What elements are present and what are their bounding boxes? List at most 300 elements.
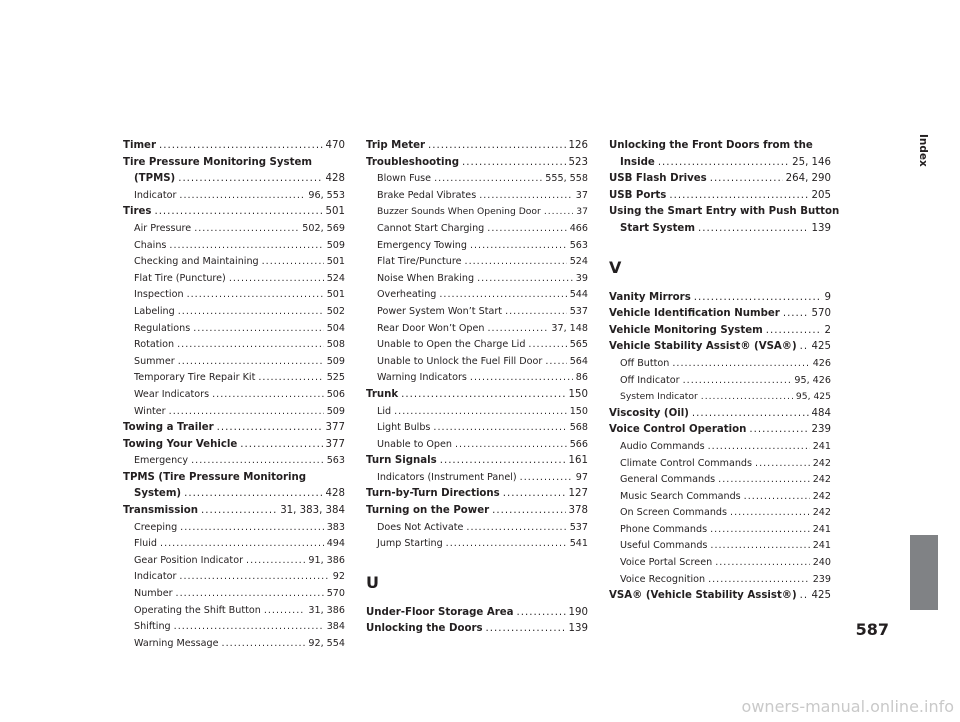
entry-label: Power System Won’t Start bbox=[377, 305, 503, 317]
page-reference[interactable]: 242 bbox=[812, 457, 831, 469]
page-reference[interactable]: 425 bbox=[811, 341, 831, 353]
dot-leader bbox=[528, 337, 566, 354]
index-subentry[interactable] bbox=[123, 520, 345, 537]
index-entry[interactable] bbox=[123, 138, 345, 155]
dot-leader bbox=[169, 238, 323, 255]
page-reference[interactable]: 92 bbox=[332, 571, 345, 583]
page-reference[interactable]: 466 bbox=[569, 222, 588, 234]
entry-label: Timer bbox=[123, 140, 156, 151]
dot-leader bbox=[520, 470, 573, 487]
page-reference[interactable]: 150 bbox=[568, 388, 588, 400]
entry-label: System) bbox=[134, 488, 182, 500]
page-reference[interactable]: 37, 148 bbox=[551, 322, 588, 334]
entry-label: Start System bbox=[620, 222, 695, 234]
entry-label: Labeling bbox=[134, 305, 175, 317]
page-reference[interactable]: 506 bbox=[326, 388, 345, 400]
index-entry[interactable] bbox=[123, 420, 345, 437]
page-reference[interactable]: 190 bbox=[568, 606, 588, 618]
dot-leader bbox=[766, 323, 822, 340]
page-reference[interactable]: 425 bbox=[811, 590, 831, 602]
dot-leader bbox=[258, 370, 323, 387]
index-subentry[interactable] bbox=[123, 254, 345, 271]
page-reference[interactable]: 377 bbox=[325, 438, 345, 450]
page-reference[interactable]: 525 bbox=[326, 372, 345, 384]
page-reference[interactable]: 37 bbox=[576, 206, 588, 218]
page-reference[interactable]: 501 bbox=[325, 206, 345, 218]
page-reference[interactable]: 31, 383, 384 bbox=[280, 505, 345, 517]
entry-label: (TPMS) bbox=[134, 173, 176, 185]
dot-leader bbox=[455, 437, 567, 454]
dot-leader bbox=[488, 321, 549, 338]
page-reference[interactable]: 205 bbox=[811, 189, 831, 201]
entry-label: On Screen Commands bbox=[620, 507, 728, 519]
page-reference[interactable]: 241 bbox=[812, 523, 831, 535]
dot-leader bbox=[800, 588, 809, 605]
dot-leader bbox=[180, 520, 324, 537]
entry-label: USB Ports bbox=[609, 189, 667, 201]
index-entry[interactable] bbox=[609, 221, 831, 238]
entry-label: Flat Tire/Puncture bbox=[377, 256, 462, 268]
index-subentry[interactable] bbox=[123, 453, 345, 470]
dot-leader bbox=[730, 505, 810, 522]
dot-leader bbox=[217, 420, 323, 437]
entry-label: Temporary Tire Repair Kit bbox=[134, 372, 256, 384]
entry-label: Voice Recognition bbox=[620, 573, 706, 585]
index-subentry[interactable] bbox=[123, 238, 345, 255]
index-entry[interactable] bbox=[609, 155, 831, 172]
index-subentry[interactable] bbox=[366, 437, 588, 454]
page-reference[interactable]: 428 bbox=[325, 488, 345, 500]
dot-leader bbox=[692, 406, 809, 423]
index-column-2 bbox=[366, 138, 588, 638]
entry-label: Turn-by-Turn Directions bbox=[366, 488, 500, 500]
page-reference[interactable]: 570 bbox=[811, 308, 831, 320]
entry-label: Unable to Unlock the Fuel Fill Door bbox=[377, 355, 543, 367]
dot-leader bbox=[159, 138, 323, 155]
page-reference[interactable]: 139 bbox=[811, 222, 831, 234]
entry-label: Climate Control Commands bbox=[620, 457, 753, 469]
dot-leader bbox=[240, 437, 322, 454]
dot-leader bbox=[446, 536, 567, 553]
dot-leader bbox=[744, 489, 810, 506]
dot-leader bbox=[492, 503, 565, 520]
entry-label: Emergency bbox=[134, 455, 189, 467]
page-reference[interactable]: 555, 558 bbox=[545, 173, 588, 185]
index-entry[interactable] bbox=[366, 155, 588, 172]
dot-leader bbox=[178, 304, 324, 321]
side-tab-label: Index bbox=[917, 133, 929, 167]
index-subentry[interactable] bbox=[123, 586, 345, 603]
page-reference[interactable]: 426 bbox=[812, 357, 831, 369]
dot-leader bbox=[683, 373, 792, 390]
index-subentry[interactable] bbox=[366, 520, 588, 537]
page-reference[interactable]: 537 bbox=[569, 305, 588, 317]
dot-leader bbox=[229, 271, 324, 288]
index-entry[interactable] bbox=[366, 138, 588, 155]
index-entry[interactable] bbox=[609, 306, 831, 323]
entry-label: Cannot Start Charging bbox=[377, 222, 485, 234]
index-subentry[interactable] bbox=[609, 456, 831, 473]
page-reference[interactable]: 494 bbox=[326, 538, 345, 550]
dot-leader bbox=[169, 404, 324, 421]
page-reference[interactable]: 95, 426 bbox=[794, 374, 831, 386]
page-reference[interactable]: 501 bbox=[326, 256, 345, 268]
index-entry[interactable] bbox=[366, 503, 588, 520]
index-subentry[interactable] bbox=[609, 356, 831, 373]
index-subentry[interactable] bbox=[366, 204, 588, 221]
entry-label: Indicators (Instrument Panel) bbox=[377, 471, 517, 483]
watermark: owners-manual.online.info bbox=[741, 697, 954, 716]
entry-label: Unlocking the Doors bbox=[366, 623, 483, 635]
entry-label: Indicator bbox=[134, 189, 177, 201]
entry-label: Under-Floor Storage Area bbox=[366, 606, 514, 618]
page-reference[interactable]: 568 bbox=[569, 422, 588, 434]
index-subentry[interactable] bbox=[609, 538, 831, 555]
page-reference[interactable]: 2 bbox=[824, 324, 831, 336]
entry-label: Vehicle Stability Assist® (VSA®) bbox=[609, 341, 797, 353]
dot-leader bbox=[262, 254, 324, 271]
dot-leader bbox=[212, 387, 324, 404]
entry-label: Phone Commands bbox=[620, 523, 708, 535]
page-reference[interactable]: 564 bbox=[569, 355, 588, 367]
page-reference[interactable]: 95, 425 bbox=[795, 391, 831, 403]
index-entry[interactable] bbox=[609, 188, 831, 205]
page-reference[interactable]: 242 bbox=[812, 507, 831, 519]
index-subentry[interactable] bbox=[123, 304, 345, 321]
dot-leader bbox=[179, 569, 329, 586]
entry-label: Voice Control Operation bbox=[609, 424, 747, 436]
entry-label: Jump Starting bbox=[377, 538, 443, 550]
entry-label: Unable to Open the Charge Lid bbox=[377, 339, 526, 351]
entry-label: Lid bbox=[377, 405, 392, 417]
index-subentry[interactable] bbox=[609, 439, 831, 456]
page-reference[interactable]: 563 bbox=[326, 455, 345, 467]
index-subentry[interactable] bbox=[609, 389, 831, 406]
index-entry[interactable] bbox=[366, 486, 588, 503]
dot-leader bbox=[479, 188, 573, 205]
page-reference[interactable]: 523 bbox=[568, 156, 588, 168]
page-reference[interactable]: 537 bbox=[569, 521, 588, 533]
entry-label: Troubleshooting bbox=[366, 156, 460, 168]
section-letter: V bbox=[609, 257, 622, 277]
entry-label: Overheating bbox=[377, 289, 437, 301]
index-subentry[interactable] bbox=[366, 287, 588, 304]
page-reference[interactable]: 264, 290 bbox=[785, 173, 831, 185]
entry-label: Indicator bbox=[134, 571, 177, 583]
index-subentry[interactable] bbox=[123, 287, 345, 304]
side-tab-marker bbox=[910, 535, 938, 610]
entry-label: Vanity Mirrors bbox=[609, 291, 691, 303]
index-subentry[interactable] bbox=[366, 304, 588, 321]
page-reference[interactable]: 383 bbox=[326, 521, 345, 533]
page-reference[interactable]: 566 bbox=[569, 438, 588, 450]
index-subentry[interactable] bbox=[609, 489, 831, 506]
page-reference[interactable]: 239 bbox=[812, 573, 831, 585]
dot-leader bbox=[177, 337, 324, 354]
entry-label: Audio Commands bbox=[620, 440, 705, 452]
index-entry[interactable] bbox=[609, 406, 831, 423]
dot-leader bbox=[394, 404, 567, 421]
index-subentry[interactable] bbox=[609, 472, 831, 489]
page-reference[interactable]: 239 bbox=[811, 424, 831, 436]
index-subentry[interactable] bbox=[366, 470, 588, 487]
entry-label: Operating the Shift Button bbox=[134, 604, 261, 616]
entry-label: Creeping bbox=[134, 521, 178, 533]
page-reference[interactable]: 9 bbox=[824, 291, 831, 303]
dot-leader bbox=[517, 605, 566, 622]
dot-leader bbox=[264, 603, 306, 620]
entry-label: Fluid bbox=[134, 538, 158, 550]
page-reference[interactable]: 126 bbox=[568, 140, 588, 151]
page-reference[interactable]: 31, 386 bbox=[308, 604, 345, 616]
index-subentry[interactable] bbox=[123, 553, 345, 570]
index-entry[interactable] bbox=[123, 437, 345, 454]
index-subentry[interactable] bbox=[123, 188, 345, 205]
dot-leader bbox=[708, 572, 810, 589]
dot-leader bbox=[462, 155, 566, 172]
entry-label: Turning on the Power bbox=[366, 505, 490, 517]
index-subentry[interactable] bbox=[123, 271, 345, 288]
index-entry-first-line: Using the Smart Entry with Push Button bbox=[609, 206, 840, 218]
page-reference[interactable]: 563 bbox=[569, 239, 588, 251]
index-subentry[interactable] bbox=[366, 271, 588, 288]
entry-label: Turn Signals bbox=[366, 455, 437, 467]
index-subentry[interactable] bbox=[123, 221, 345, 238]
dot-leader bbox=[505, 304, 567, 321]
index-subentry[interactable] bbox=[123, 354, 345, 371]
dot-leader bbox=[222, 636, 306, 653]
page-reference[interactable]: 241 bbox=[812, 540, 831, 552]
page-reference[interactable]: 502 bbox=[326, 305, 345, 317]
index-entry[interactable] bbox=[123, 486, 345, 503]
index-subentry[interactable] bbox=[609, 555, 831, 572]
dot-leader bbox=[658, 155, 789, 172]
entry-label: Checking and Maintaining bbox=[134, 256, 259, 268]
entry-label: Towing a Trailer bbox=[123, 422, 214, 434]
dot-leader bbox=[466, 520, 566, 537]
dot-leader bbox=[783, 306, 809, 323]
dot-leader bbox=[718, 472, 810, 489]
entry-label: Warning Indicators bbox=[377, 372, 467, 384]
entry-label: Viscosity (Oil) bbox=[609, 407, 689, 419]
page-reference[interactable]: 504 bbox=[326, 322, 345, 334]
page-reference[interactable]: 524 bbox=[569, 256, 588, 268]
page-reference[interactable]: 242 bbox=[812, 474, 831, 486]
dot-leader bbox=[179, 188, 305, 205]
entry-label: Tires bbox=[123, 206, 152, 218]
dot-leader bbox=[503, 486, 566, 503]
index-subentry[interactable] bbox=[609, 572, 831, 589]
page-reference[interactable]: 97 bbox=[575, 471, 588, 483]
page-reference[interactable]: 384 bbox=[326, 621, 345, 633]
page-reference[interactable]: 127 bbox=[568, 488, 588, 500]
dot-leader bbox=[401, 387, 565, 404]
index-entry[interactable] bbox=[366, 621, 588, 638]
index-subentry[interactable] bbox=[609, 522, 831, 539]
page-reference[interactable]: 470 bbox=[325, 140, 345, 151]
page-reference[interactable]: 240 bbox=[812, 557, 831, 569]
index-subentry[interactable] bbox=[366, 536, 588, 553]
entry-label: Summer bbox=[134, 355, 175, 367]
page-reference[interactable]: 509 bbox=[326, 405, 345, 417]
index-entry-first-line: TPMS (Tire Pressure Monitoring bbox=[123, 471, 307, 483]
page-reference[interactable]: 150 bbox=[569, 405, 588, 417]
entry-label: Rotation bbox=[134, 339, 175, 351]
page-reference[interactable]: 86 bbox=[575, 372, 588, 384]
entry-label: System Indicator bbox=[620, 391, 698, 403]
dot-leader bbox=[246, 553, 305, 570]
dot-leader bbox=[434, 171, 542, 188]
index-subentry[interactable] bbox=[123, 636, 345, 653]
dot-leader bbox=[178, 354, 324, 371]
page-reference[interactable]: 484 bbox=[811, 407, 831, 419]
page-reference[interactable]: 509 bbox=[326, 239, 345, 251]
entry-label: Inspection bbox=[134, 289, 184, 301]
page-reference[interactable]: 508 bbox=[326, 339, 345, 351]
index-subentry[interactable] bbox=[366, 370, 588, 387]
index-subentry[interactable] bbox=[123, 536, 345, 553]
dot-leader bbox=[178, 171, 322, 188]
entry-label: Inside bbox=[620, 156, 655, 168]
entry-label: Light Bulbs bbox=[377, 422, 431, 434]
page-reference[interactable]: 509 bbox=[326, 355, 345, 367]
entry-label: Off Button bbox=[620, 357, 670, 369]
page-reference[interactable]: 37 bbox=[575, 189, 588, 201]
dot-leader bbox=[715, 555, 810, 572]
index-subentry[interactable] bbox=[123, 387, 345, 404]
index-entry[interactable] bbox=[609, 290, 831, 307]
index-subentry[interactable] bbox=[366, 238, 588, 255]
dot-leader bbox=[439, 287, 566, 304]
index-subentry[interactable] bbox=[366, 221, 588, 238]
index-entry[interactable] bbox=[123, 503, 345, 520]
page-number: 587 bbox=[855, 620, 889, 639]
dot-leader bbox=[428, 138, 566, 155]
index-subentry[interactable] bbox=[123, 569, 345, 586]
dot-leader bbox=[160, 536, 324, 553]
dot-leader bbox=[749, 422, 808, 439]
page-reference[interactable]: 524 bbox=[326, 272, 345, 284]
index-subentry[interactable] bbox=[366, 420, 588, 437]
page-reference[interactable]: 377 bbox=[325, 422, 345, 434]
dot-leader bbox=[669, 188, 808, 205]
index-subentry[interactable] bbox=[366, 404, 588, 421]
index-entry[interactable] bbox=[609, 339, 831, 356]
page-reference[interactable]: 570 bbox=[326, 588, 345, 600]
entry-label: Emergency Towing bbox=[377, 239, 467, 251]
dot-leader bbox=[174, 619, 324, 636]
page-reference[interactable]: 544 bbox=[569, 289, 588, 301]
entry-label: Number bbox=[134, 588, 173, 600]
index-entry[interactable] bbox=[366, 453, 588, 470]
entry-label: General Commands bbox=[620, 474, 716, 486]
entry-label: Shifting bbox=[134, 621, 171, 633]
page-reference[interactable]: 378 bbox=[568, 505, 588, 517]
index-entry[interactable] bbox=[609, 171, 831, 188]
entry-label: Voice Portal Screen bbox=[620, 557, 713, 569]
index-entry[interactable] bbox=[366, 605, 588, 622]
index-entry-first-line: Tire Pressure Monitoring System bbox=[123, 156, 312, 168]
dot-leader bbox=[187, 287, 324, 304]
index-subentry[interactable] bbox=[366, 254, 588, 271]
dot-leader bbox=[710, 538, 809, 555]
dot-leader bbox=[184, 486, 322, 503]
entry-label: Chains bbox=[134, 239, 167, 251]
index-entry[interactable] bbox=[609, 323, 831, 340]
index-subentry[interactable] bbox=[366, 354, 588, 371]
index-entry[interactable] bbox=[609, 422, 831, 439]
index-entry[interactable] bbox=[123, 171, 345, 188]
page-reference[interactable]: 96, 553 bbox=[308, 189, 345, 201]
index-entry[interactable] bbox=[609, 588, 831, 605]
page-reference[interactable]: 92, 554 bbox=[308, 637, 345, 649]
index-subentry[interactable] bbox=[123, 370, 345, 387]
index-subentry[interactable] bbox=[366, 188, 588, 205]
index-entry[interactable] bbox=[123, 204, 345, 221]
index-subentry[interactable] bbox=[123, 603, 345, 620]
dot-leader bbox=[176, 586, 324, 603]
index-subentry[interactable] bbox=[123, 321, 345, 338]
page-reference[interactable]: 502, 569 bbox=[302, 222, 345, 234]
entry-label: Trip Meter bbox=[366, 140, 426, 151]
entry-label: VSA® (Vehicle Stability Assist®) bbox=[609, 590, 797, 602]
dot-leader bbox=[154, 204, 322, 221]
entry-label: Flat Tire (Puncture) bbox=[134, 272, 226, 284]
dot-leader bbox=[193, 321, 323, 338]
entry-label: Useful Commands bbox=[620, 540, 708, 552]
page-reference[interactable]: 25, 146 bbox=[792, 156, 831, 168]
entry-label: Blown Fuse bbox=[377, 173, 432, 185]
index-subentry[interactable] bbox=[123, 337, 345, 354]
index-subentry[interactable] bbox=[366, 337, 588, 354]
entry-label: Brake Pedal Vibrates bbox=[377, 189, 477, 201]
page-reference[interactable]: 91, 386 bbox=[308, 554, 345, 566]
dot-leader bbox=[465, 254, 567, 271]
page-reference[interactable]: 241 bbox=[812, 440, 831, 452]
page-reference[interactable]: 541 bbox=[569, 538, 588, 550]
index-subentry[interactable] bbox=[366, 171, 588, 188]
dot-leader bbox=[191, 453, 324, 470]
index-subentry[interactable] bbox=[366, 321, 588, 338]
entry-label: Gear Position Indicator bbox=[134, 554, 244, 566]
dot-leader bbox=[800, 339, 809, 356]
page-reference[interactable]: 39 bbox=[575, 272, 588, 284]
page-reference[interactable]: 139 bbox=[568, 623, 588, 635]
entry-label: Wear Indicators bbox=[134, 388, 210, 400]
dot-leader bbox=[544, 204, 573, 221]
entry-label: Noise When Braking bbox=[377, 272, 475, 284]
page-reference[interactable]: 501 bbox=[326, 289, 345, 301]
index-subentry[interactable] bbox=[123, 619, 345, 636]
entry-label: Does Not Activate bbox=[377, 521, 464, 533]
dot-leader bbox=[710, 522, 810, 539]
entry-label: Unable to Open bbox=[377, 438, 452, 450]
page-reference[interactable]: 565 bbox=[569, 339, 588, 351]
page-reference[interactable]: 242 bbox=[812, 490, 831, 502]
entry-label: Transmission bbox=[123, 505, 199, 517]
dot-leader bbox=[698, 221, 809, 238]
index-subentry[interactable] bbox=[123, 404, 345, 421]
dot-leader bbox=[201, 503, 277, 520]
index-entry[interactable] bbox=[366, 387, 588, 404]
dot-leader bbox=[694, 290, 822, 307]
entry-label: Air Pressure bbox=[134, 222, 192, 234]
dot-leader bbox=[701, 389, 793, 406]
index-subentry[interactable] bbox=[609, 373, 831, 390]
page-reference[interactable]: 161 bbox=[568, 455, 588, 467]
page-reference[interactable]: 428 bbox=[325, 173, 345, 185]
index-subentry[interactable] bbox=[609, 505, 831, 522]
